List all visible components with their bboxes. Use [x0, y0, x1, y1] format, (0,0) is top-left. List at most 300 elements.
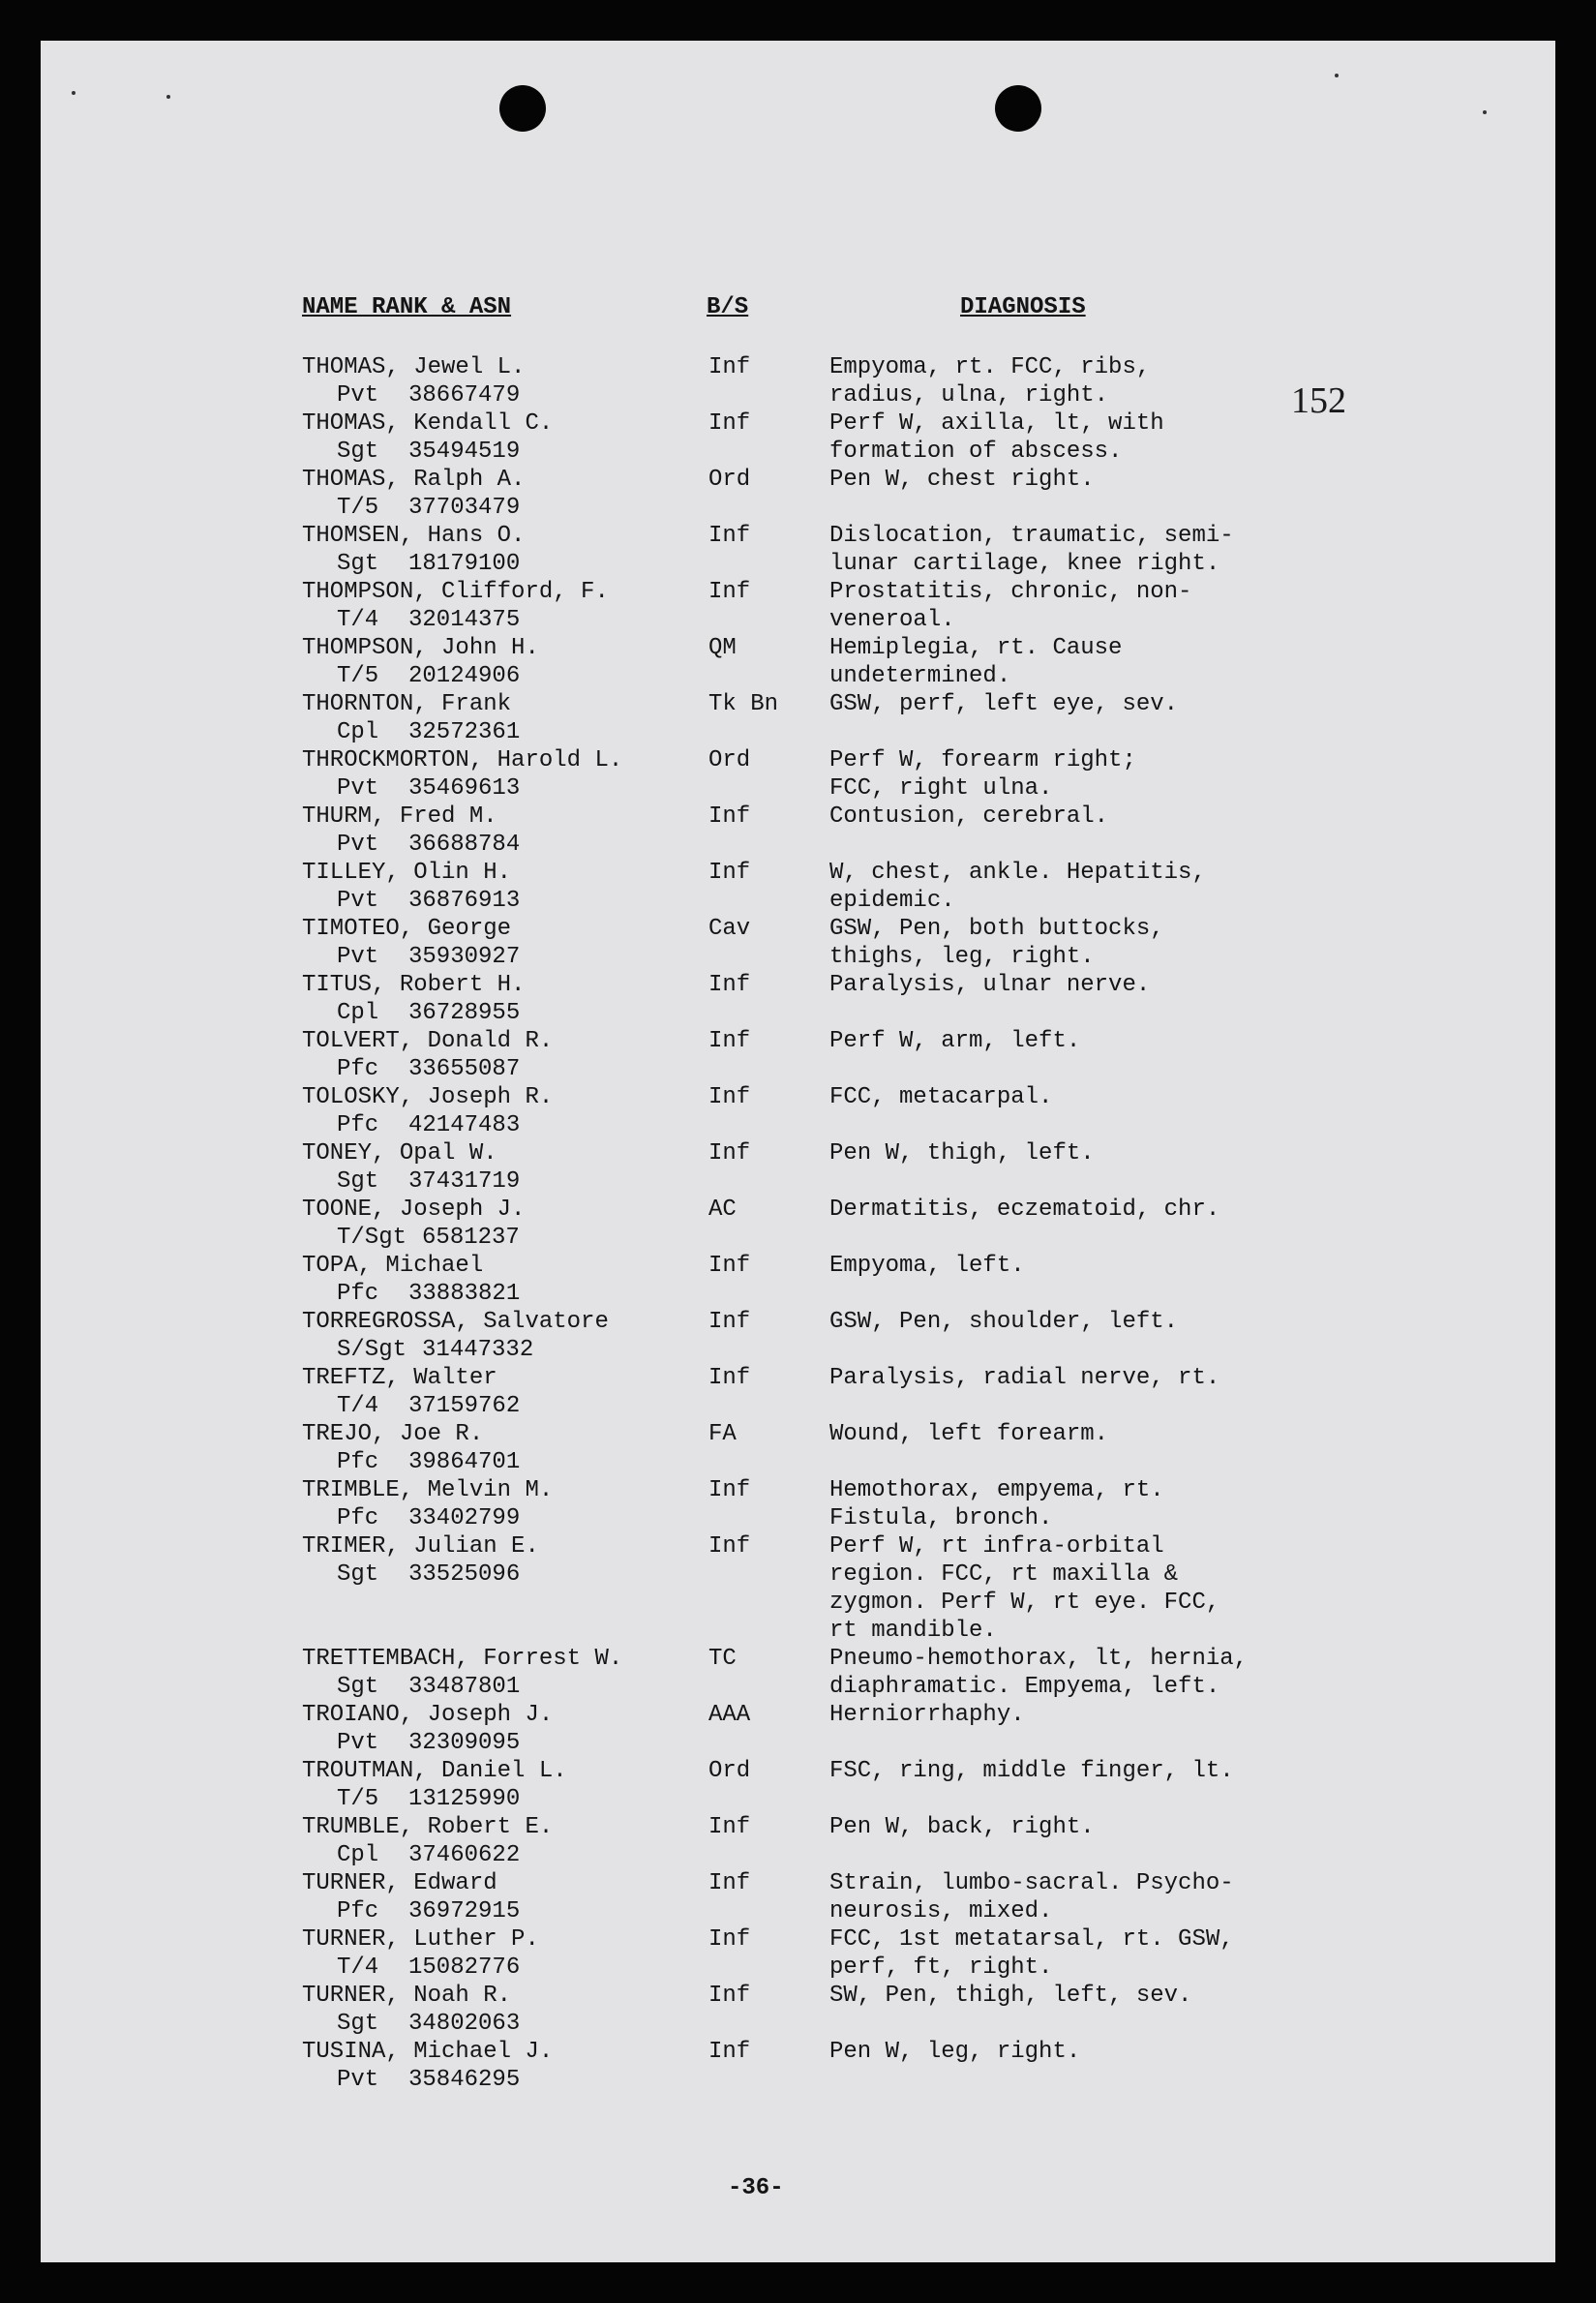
asn: 32014375 [408, 607, 521, 633]
diagnosis-cell [829, 971, 1371, 999]
branch-of-service-text: Inf [708, 1028, 751, 1054]
rank: Pvt [337, 1730, 379, 1756]
branch-of-service [708, 1813, 834, 1841]
branch-of-service [708, 522, 834, 550]
branch-of-service-text: Inf [708, 1140, 751, 1167]
diagnosis-cell [829, 1869, 1371, 1925]
branch-of-service [708, 1757, 834, 1785]
rank: Pfc [337, 1449, 379, 1475]
branch-of-service [708, 466, 834, 494]
diagnosis-line: Empyoma, rt. FCC, ribs, [829, 354, 1151, 380]
name-rank-asn-cell [302, 1139, 708, 1196]
branch-of-service [708, 690, 834, 718]
name-rank-asn-cell [302, 466, 708, 522]
diagnosis-line: neurosis, mixed. [829, 1898, 1053, 1924]
name-rank-asn-cell [302, 1532, 708, 1589]
branch-of-service-text: Inf [708, 1533, 751, 1560]
diagnosis-cell [829, 1757, 1371, 1785]
soldier-name: TROUTMAN, Daniel L. [302, 1758, 567, 1784]
diagnosis-cell [829, 578, 1371, 634]
name-rank-asn-cell [302, 1701, 708, 1757]
rank-asn-line [302, 1729, 708, 1757]
table-header [41, 294, 1555, 329]
soldier-name: TILLEY, Olin H. [302, 860, 512, 886]
speck [1335, 74, 1339, 77]
asn: 37159762 [408, 1393, 521, 1419]
rank-asn-line [302, 1336, 708, 1364]
branch-of-service-text: AC [708, 1197, 737, 1223]
branch-of-service-text: Inf [708, 579, 751, 605]
page-number-top: 152 [1291, 380, 1346, 421]
rank-asn-line [302, 1055, 708, 1083]
table-row [41, 1701, 1555, 1757]
speck [166, 95, 170, 99]
diagnosis-line: FSC, ring, middle finger, lt. [829, 1758, 1234, 1784]
diagnosis-line: FCC, right ulna. [829, 775, 1053, 802]
rank-asn-line [302, 1167, 708, 1196]
rank: Pvt [337, 382, 379, 409]
diagnosis-cell [829, 1701, 1371, 1729]
diagnosis-line: GSW, Pen, both buttocks, [829, 916, 1164, 942]
diagnosis-line: W, chest, ankle. Hepatitis, [829, 860, 1206, 886]
speck [72, 91, 75, 95]
name-rank-asn-cell [302, 859, 708, 915]
branch-of-service-text: Inf [708, 1084, 751, 1110]
rank-asn-line [302, 718, 708, 746]
soldier-name: TREJO, Joe R. [302, 1421, 484, 1447]
branch-of-service-text: Inf [708, 1477, 751, 1503]
rank-asn-line [302, 887, 708, 915]
branch-of-service-text: Inf [708, 972, 751, 998]
rank-asn-line [302, 831, 708, 859]
rank: Pvt [337, 832, 379, 858]
rank-asn-line [302, 1561, 708, 1589]
table-row [41, 578, 1555, 634]
branch-of-service [708, 1364, 834, 1392]
table-row [41, 690, 1555, 746]
page-number-bottom: -36- [728, 2175, 784, 2201]
asn: 39864701 [408, 1449, 521, 1475]
soldier-name: THOMAS, Ralph A. [302, 467, 526, 493]
branch-of-service-text: Inf [708, 523, 751, 549]
asn: 34802063 [408, 2011, 521, 2037]
table-row [41, 1420, 1555, 1476]
branch-of-service [708, 1083, 834, 1111]
soldier-name: THOMSEN, Hans O. [302, 523, 526, 549]
branch-of-service-text: TC [708, 1646, 737, 1672]
document-page [41, 41, 1555, 2262]
rank-asn-line [302, 1673, 708, 1701]
branch-of-service [708, 1701, 834, 1729]
diagnosis-line: Empyoma, left. [829, 1253, 1025, 1279]
diagnosis-line: Pen W, thigh, left. [829, 1140, 1095, 1167]
branch-of-service [708, 971, 834, 999]
rank-asn-line [302, 1392, 708, 1420]
soldier-name: TOLOSKY, Joseph R. [302, 1084, 554, 1110]
rank: Sgt [337, 2011, 379, 2037]
rank: Pvt [337, 2067, 379, 2093]
table-row [41, 1083, 1555, 1139]
table-row [41, 1532, 1555, 1645]
name-rank-asn-cell [302, 1757, 708, 1813]
name-rank-asn-cell [302, 1027, 708, 1083]
name-rank-asn-cell [302, 1645, 708, 1701]
soldier-name: TUSINA, Michael J. [302, 2039, 554, 2065]
asn: 35469613 [408, 775, 521, 802]
diagnosis-cell [829, 1364, 1371, 1392]
diagnosis-cell [829, 2038, 1371, 2066]
branch-of-service-text: Cav [708, 916, 751, 942]
rank-asn-line [302, 1448, 708, 1476]
asn: 36972915 [408, 1898, 521, 1924]
branch-of-service [708, 1869, 834, 1897]
diagnosis-line: Hemothorax, empyema, rt. [829, 1477, 1164, 1503]
branch-of-service [708, 409, 834, 438]
diagnosis-line: Contusion, cerebral. [829, 803, 1109, 830]
branch-of-service [708, 1532, 834, 1561]
asn: 33487801 [408, 1674, 521, 1700]
header-name-rank-asn: NAME RANK & ASN [302, 294, 512, 320]
name-rank-asn-cell [302, 1869, 708, 1925]
diagnosis-line: FCC, metacarpal. [829, 1084, 1053, 1110]
asn: 36688784 [408, 832, 521, 858]
rank: Cpl [337, 719, 379, 745]
branch-of-service-text: Inf [708, 1926, 751, 1953]
diagnosis-cell [829, 634, 1371, 690]
soldier-name: THORNTON, Frank [302, 691, 512, 717]
name-rank-asn-cell [302, 634, 708, 690]
rank: Sgt [337, 551, 379, 577]
soldier-name: TOPA, Michael [302, 1253, 484, 1279]
table-row [41, 2038, 1555, 2094]
branch-of-service-text: Inf [708, 1253, 751, 1279]
punch-hole-left [499, 85, 546, 132]
rank-asn-line [302, 1841, 708, 1869]
speck [1483, 110, 1487, 114]
branch-of-service-text: FA [708, 1421, 737, 1447]
rank: Pfc [337, 1281, 379, 1307]
branch-of-service [708, 1027, 834, 1055]
branch-of-service [708, 803, 834, 831]
rank: Cpl [337, 1000, 379, 1026]
rank-asn-line [302, 1280, 708, 1308]
rank: T/4 [337, 1955, 379, 1981]
diagnosis-cell [829, 1925, 1371, 1982]
branch-of-service [708, 2038, 834, 2066]
table-row [41, 1476, 1555, 1532]
diagnosis-cell [829, 1139, 1371, 1167]
soldier-name: TREFTZ, Walter [302, 1365, 497, 1391]
name-rank-asn-cell [302, 353, 708, 409]
rank: Sgt [337, 1168, 379, 1195]
diagnosis-line: Pen W, chest right. [829, 467, 1095, 493]
rank-asn-line [302, 550, 708, 578]
table-row [41, 859, 1555, 915]
name-rank-asn-cell [302, 578, 708, 634]
table-row [41, 353, 1555, 409]
rank: Pvt [337, 944, 379, 970]
diagnosis-line: Perf W, axilla, lt, with [829, 410, 1164, 437]
name-rank-asn-cell [302, 1813, 708, 1869]
table-row [41, 1925, 1555, 1982]
asn: 15082776 [408, 1955, 521, 1981]
soldier-name: TURNER, Luther P. [302, 1926, 539, 1953]
diagnosis-cell [829, 1308, 1371, 1336]
diagnosis-cell [829, 1196, 1371, 1224]
diagnosis-line: perf, ft, right. [829, 1955, 1053, 1981]
diagnosis-line: diaphramatic. Empyema, left. [829, 1674, 1220, 1700]
table-row [41, 1982, 1555, 2038]
diagnosis-cell [829, 690, 1371, 718]
rank: Sgt [337, 439, 379, 465]
diagnosis-line: thighs, leg, right. [829, 944, 1095, 970]
branch-of-service [708, 1139, 834, 1167]
name-rank-asn-cell [302, 409, 708, 466]
branch-of-service [708, 859, 834, 887]
soldier-name: TRETTEMBACH, Forrest W. [302, 1646, 623, 1672]
branch-of-service [708, 1476, 834, 1504]
asn: 33883821 [408, 1281, 521, 1307]
diagnosis-cell [829, 803, 1371, 831]
diagnosis-line: GSW, Pen, shoulder, left. [829, 1309, 1179, 1335]
branch-of-service-text: Inf [708, 1309, 751, 1335]
header-diagnosis: DIAGNOSIS [960, 294, 1086, 320]
branch-of-service [708, 1982, 834, 2010]
diagnosis-line: epidemic. [829, 888, 955, 914]
rank-asn-line [302, 774, 708, 803]
branch-of-service-text: Inf [708, 354, 751, 380]
branch-of-service [708, 1645, 834, 1673]
name-rank-asn-cell [302, 1925, 708, 1982]
asn: 37460622 [408, 1842, 521, 1868]
table-row [41, 803, 1555, 859]
branch-of-service [708, 915, 834, 943]
name-rank-asn-cell [302, 690, 708, 746]
table-row [41, 1869, 1555, 1925]
asn: 33402799 [408, 1505, 521, 1531]
asn: 37431719 [408, 1168, 521, 1195]
rank: Pfc [337, 1898, 379, 1924]
rank: Pfc [337, 1056, 379, 1082]
rank: Pvt [337, 775, 379, 802]
rank-asn-line [302, 606, 708, 634]
name-rank-asn-cell [302, 1420, 708, 1476]
asn: 33525096 [408, 1561, 521, 1588]
name-rank-asn-cell [302, 1252, 708, 1308]
soldier-name: THOMPSON, Clifford, F. [302, 579, 609, 605]
branch-of-service [708, 578, 834, 606]
table-row [41, 1757, 1555, 1813]
rank: Pvt [337, 888, 379, 914]
asn: 35846295 [408, 2067, 521, 2093]
name-rank-asn-cell [302, 1982, 708, 2038]
table-row [41, 1027, 1555, 1083]
table-row [41, 634, 1555, 690]
diagnosis-line: Pen W, back, right. [829, 1814, 1095, 1840]
branch-of-service-text: Inf [708, 410, 751, 437]
table-row [41, 1813, 1555, 1869]
diagnosis-line: Paralysis, ulnar nerve. [829, 972, 1151, 998]
diagnosis-line: lunar cartilage, knee right. [829, 551, 1220, 577]
asn: 18179100 [408, 551, 521, 577]
asn: 38667479 [408, 382, 521, 409]
rank: Sgt [337, 1674, 379, 1700]
name-rank-asn-cell [302, 1476, 708, 1532]
rank: Sgt [337, 1561, 379, 1588]
diagnosis-line: radius, ulna, right. [829, 382, 1109, 409]
rank: T/5 [337, 495, 379, 521]
diagnosis-cell [829, 915, 1371, 971]
asn: 32572361 [408, 719, 521, 745]
name-rank-asn-cell [302, 1364, 708, 1420]
branch-of-service-text: QM [708, 635, 737, 661]
asn: 37703479 [408, 495, 521, 521]
soldier-name: THURM, Fred M. [302, 803, 497, 830]
name-rank-asn-cell [302, 1196, 708, 1252]
table-row [41, 1139, 1555, 1196]
diagnosis-line: Perf W, rt infra-orbital [829, 1533, 1164, 1560]
branch-of-service [708, 1308, 834, 1336]
soldier-name: TOONE, Joseph J. [302, 1197, 526, 1223]
name-rank-asn-cell [302, 746, 708, 803]
soldier-name: TOLVERT, Donald R. [302, 1028, 554, 1054]
name-rank-asn-cell [302, 971, 708, 1027]
table-row [41, 409, 1555, 466]
diagnosis-cell [829, 522, 1371, 578]
asn: 13125990 [408, 1786, 521, 1812]
rank-asn-line [302, 943, 708, 971]
rank: T/5 [337, 1786, 379, 1812]
rank: T/Sgt [337, 1225, 407, 1251]
diagnosis-line: rt mandible. [829, 1618, 997, 1644]
diagnosis-line: zygmon. Perf W, rt eye. FCC, [829, 1590, 1220, 1616]
diagnosis-line: Pen W, leg, right. [829, 2039, 1081, 2065]
branch-of-service-text: Tk Bn [708, 691, 779, 717]
rank-asn-line [302, 1785, 708, 1813]
rank: T/4 [337, 1393, 379, 1419]
asn: 6581237 [422, 1225, 520, 1251]
diagnosis-line: Hemiplegia, rt. Cause [829, 635, 1123, 661]
diagnosis-line: formation of abscess. [829, 439, 1123, 465]
diagnosis-line: Dislocation, traumatic, semi- [829, 523, 1234, 549]
record-list [41, 353, 1555, 2094]
soldier-name: THOMAS, Kendall C. [302, 410, 554, 437]
diagnosis-line: Herniorrhaphy. [829, 1702, 1025, 1728]
diagnosis-cell [829, 1027, 1371, 1055]
branch-of-service-text: AAA [708, 1702, 751, 1728]
branch-of-service [708, 634, 834, 662]
diagnosis-line: Paralysis, radial nerve, rt. [829, 1365, 1220, 1391]
soldier-name: TURNER, Noah R. [302, 1983, 512, 2009]
branch-of-service [708, 1252, 834, 1280]
table-row [41, 1308, 1555, 1364]
diagnosis-cell [829, 409, 1371, 466]
soldier-name: TORREGROSSA, Salvatore [302, 1309, 609, 1335]
rank-asn-line [302, 438, 708, 466]
diagnosis-line: undetermined. [829, 663, 1011, 689]
asn: 31447332 [422, 1337, 534, 1363]
name-rank-asn-cell [302, 1308, 708, 1364]
soldier-name: TITUS, Robert H. [302, 972, 526, 998]
diagnosis-line: Dermatitis, eczematoid, chr. [829, 1197, 1220, 1223]
diagnosis-line: GSW, perf, left eye, sev. [829, 691, 1179, 717]
rank-asn-line [302, 381, 708, 409]
table-row [41, 915, 1555, 971]
diagnosis-line: FCC, 1st metatarsal, rt. GSW, [829, 1926, 1234, 1953]
diagnosis-cell [829, 1420, 1371, 1448]
rank-asn-line [302, 1954, 708, 1982]
asn: 36876913 [408, 888, 521, 914]
asn: 35930927 [408, 944, 521, 970]
diagnosis-line: Strain, lumbo-sacral. Psycho- [829, 1870, 1234, 1896]
rank-asn-line [302, 494, 708, 522]
diagnosis-line: Pneumo-hemothorax, lt, hernia, [829, 1646, 1249, 1672]
diagnosis-line: Perf W, arm, left. [829, 1028, 1081, 1054]
diagnosis-line: Fistula, bronch. [829, 1505, 1053, 1531]
asn: 33655087 [408, 1056, 521, 1082]
soldier-name: TIMOTEO, George [302, 916, 512, 942]
diagnosis-line: region. FCC, rt maxilla & [829, 1561, 1179, 1588]
punch-hole-right [995, 85, 1041, 132]
diagnosis-line: Prostatitis, chronic, non- [829, 579, 1192, 605]
branch-of-service [708, 1420, 834, 1448]
branch-of-service-text: Inf [708, 2039, 751, 2065]
asn: 42147483 [408, 1112, 521, 1138]
soldier-name: TONEY, Opal W. [302, 1140, 497, 1167]
branch-of-service [708, 746, 834, 774]
soldier-name: TURNER, Edward [302, 1870, 497, 1896]
rank: Pfc [337, 1505, 379, 1531]
rank-asn-line [302, 2066, 708, 2094]
branch-of-service-text: Inf [708, 803, 751, 830]
table-row [41, 1645, 1555, 1701]
diagnosis-line: Perf W, forearm right; [829, 747, 1136, 773]
soldier-name: THOMAS, Jewel L. [302, 354, 526, 380]
branch-of-service-text: Inf [708, 860, 751, 886]
diagnosis-cell [829, 1645, 1371, 1701]
diagnosis-cell [829, 466, 1371, 494]
branch-of-service-text: Ord [708, 1758, 751, 1784]
soldier-name: TROIANO, Joseph J. [302, 1702, 554, 1728]
branch-of-service-text: Inf [708, 1870, 751, 1896]
rank: T/5 [337, 663, 379, 689]
diagnosis-line: SW, Pen, thigh, left, sev. [829, 1983, 1192, 2009]
asn: 35494519 [408, 439, 521, 465]
diagnosis-cell [829, 1813, 1371, 1841]
diagnosis-cell [829, 1982, 1371, 2010]
rank-asn-line [302, 999, 708, 1027]
diagnosis-cell [829, 1252, 1371, 1280]
branch-of-service [708, 353, 834, 381]
asn: 36728955 [408, 1000, 521, 1026]
asn: 20124906 [408, 663, 521, 689]
table-row [41, 1252, 1555, 1308]
soldier-name: TRIMER, Julian E. [302, 1533, 539, 1560]
table-row [41, 971, 1555, 1027]
rank-asn-line [302, 1897, 708, 1925]
branch-of-service-text: Ord [708, 747, 751, 773]
rank: S/Sgt [337, 1337, 407, 1363]
branch-of-service [708, 1196, 834, 1224]
name-rank-asn-cell [302, 2038, 708, 2094]
diagnosis-cell [829, 1083, 1371, 1111]
name-rank-asn-cell [302, 803, 708, 859]
branch-of-service-text: Inf [708, 1365, 751, 1391]
diagnosis-line: veneroal. [829, 607, 955, 633]
diagnosis-cell [829, 1476, 1371, 1532]
table-row [41, 1364, 1555, 1420]
asn: 32309095 [408, 1730, 521, 1756]
